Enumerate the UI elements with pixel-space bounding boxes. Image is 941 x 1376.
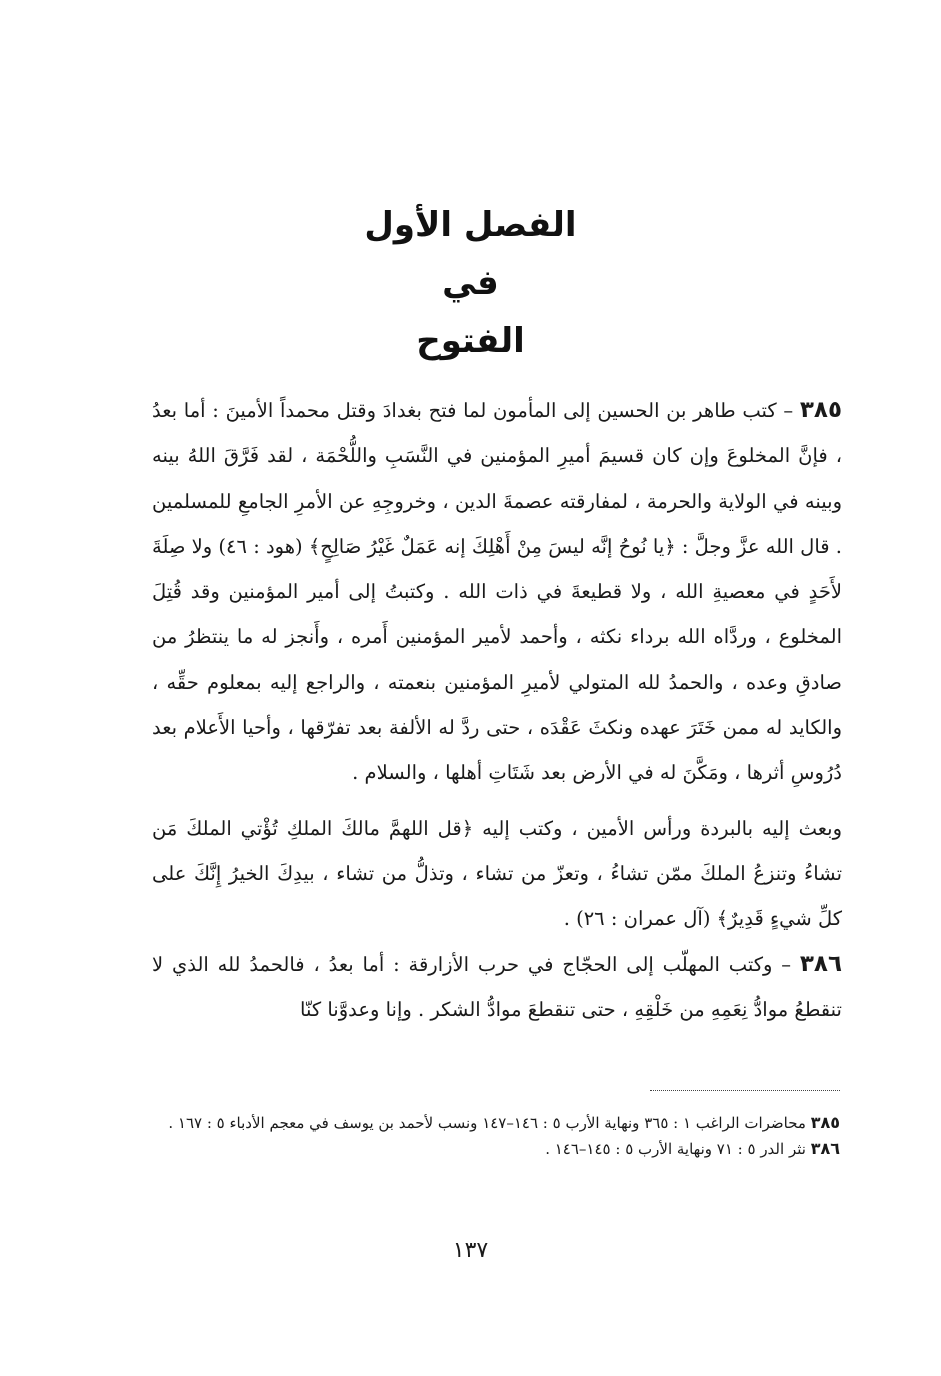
- paragraph-385-continuation: [152, 806, 842, 942]
- footnote-386: [162, 1136, 840, 1162]
- footnote-number: ٣٨٦: [810, 1139, 840, 1158]
- footnote-385: [162, 1110, 840, 1136]
- chapter-title-connector: في: [442, 263, 499, 303]
- footnote-divider: [650, 1090, 840, 1091]
- paragraph-number: ٣٨٥: [799, 397, 843, 423]
- paragraph-386: [152, 942, 842, 1033]
- chapter-subject: الفتوح: [416, 321, 525, 361]
- paragraph-number: ٣٨٦: [799, 950, 843, 977]
- footnote-text: محاضرات الراغب ١ : ٣٦٥ ونهاية الأرب ٥ : ١٤٦–١٤٧ ونسب لأحمد بن يوسف في معجم الأدباء ٥ : ١٦٧ .: [168, 1114, 806, 1132]
- paragraph-text: – كتب طاهر بن الحسين إلى المأمون لما فتح بغدادَ وقتل محمداً الأمينَ : أما بعدُ ، فإنَّ المخلوعَ وإن كان قسيمَ أميرِ المؤمنين في النَّسَبِ واللُّحْمَة ، لقد فَرَّقَ اللهُ بينه وبينه في الولاية والحرمة ، لمفارقته عصمةَ الدين ، وخروجِهِ عن الأمرِ الجامعِ للمسلمين . قال الله عزَّ وجلَّ : ﴿يا نُوحُ إنَّه ليسَ مِنْ أَهْلِكَ إنه عَمَلٌ غَيْرُ صَالِحٍ﴾ (هود : ٤٦) ولا صِلَةَ لأَحَدٍ في معصيةِ الله ، ولا قطيعةَ في ذات الله . وكتبتُ إلى أمير المؤمنين وقد قُتِلَ المخلوع ، وردَّاه الله برداء نكثه ، وأحمد لأمير المؤمنين أَمره ، وأَنجز له ما ينتظرُ من صادقِ وعده ، والحمدُ لله المتولي لأميرِ المؤمنين بنعمته ، والراجع إليه بمعلوم حقِّه ، والكايد له ممن خَتَرَ عهده ونكثَ عَقْدَه ، حتى ردَّ له الألفة بعد تفرّقها ، وأحيا الأَعلام بعد دُرُوسِ أثرها ، ومَكَّنَ له في الأرض بعد شَتَاتِ أهلها ، والسلام .: [152, 399, 842, 785]
- main-text: [152, 388, 842, 1032]
- page-number: ١٣٧: [452, 1238, 489, 1263]
- footnotes: [162, 1110, 840, 1162]
- chapter-title: الفصل الأول: [364, 205, 577, 245]
- footnote-text: نثر الدر ٥ : ٧١ ونهاية الأرب ٥ : ١٤٥–١٤٦ .: [545, 1140, 806, 1158]
- paragraph-385: [152, 388, 842, 796]
- paragraph-text: – وكتب المهلّب إلى الحجّاج في حرب الأزارقة : أما بعدُ ، فالحمدُ لله الذي لا تنقطعُ موادُّ نِعَمِهِ من خَلْقِهِ ، حتى تنقطعَ موادُّ الشكر . وإنا وعدوَّنا كنّا: [152, 952, 842, 1021]
- paragraph-text: وبعث إليه بالبردة ورأس الأمين ، وكتب إليه ﴿قل اللهمَّ مالكَ الملكِ تُؤْتي الملكَ مَن تشاءُ وتنزعُ الملكَ ممّن تشاءُ ، وتعزّ من تشاء ، وتذلُّ من تشاء ، بيدِكَ الخيرُ إِنَّكَ على كلِّ شيءٍ قَدِيرٌ﴾ (آل عمران : ٢٦) .: [152, 816, 842, 931]
- footnote-number: ٣٨٥: [810, 1113, 840, 1132]
- chapter-heading: [0, 196, 941, 370]
